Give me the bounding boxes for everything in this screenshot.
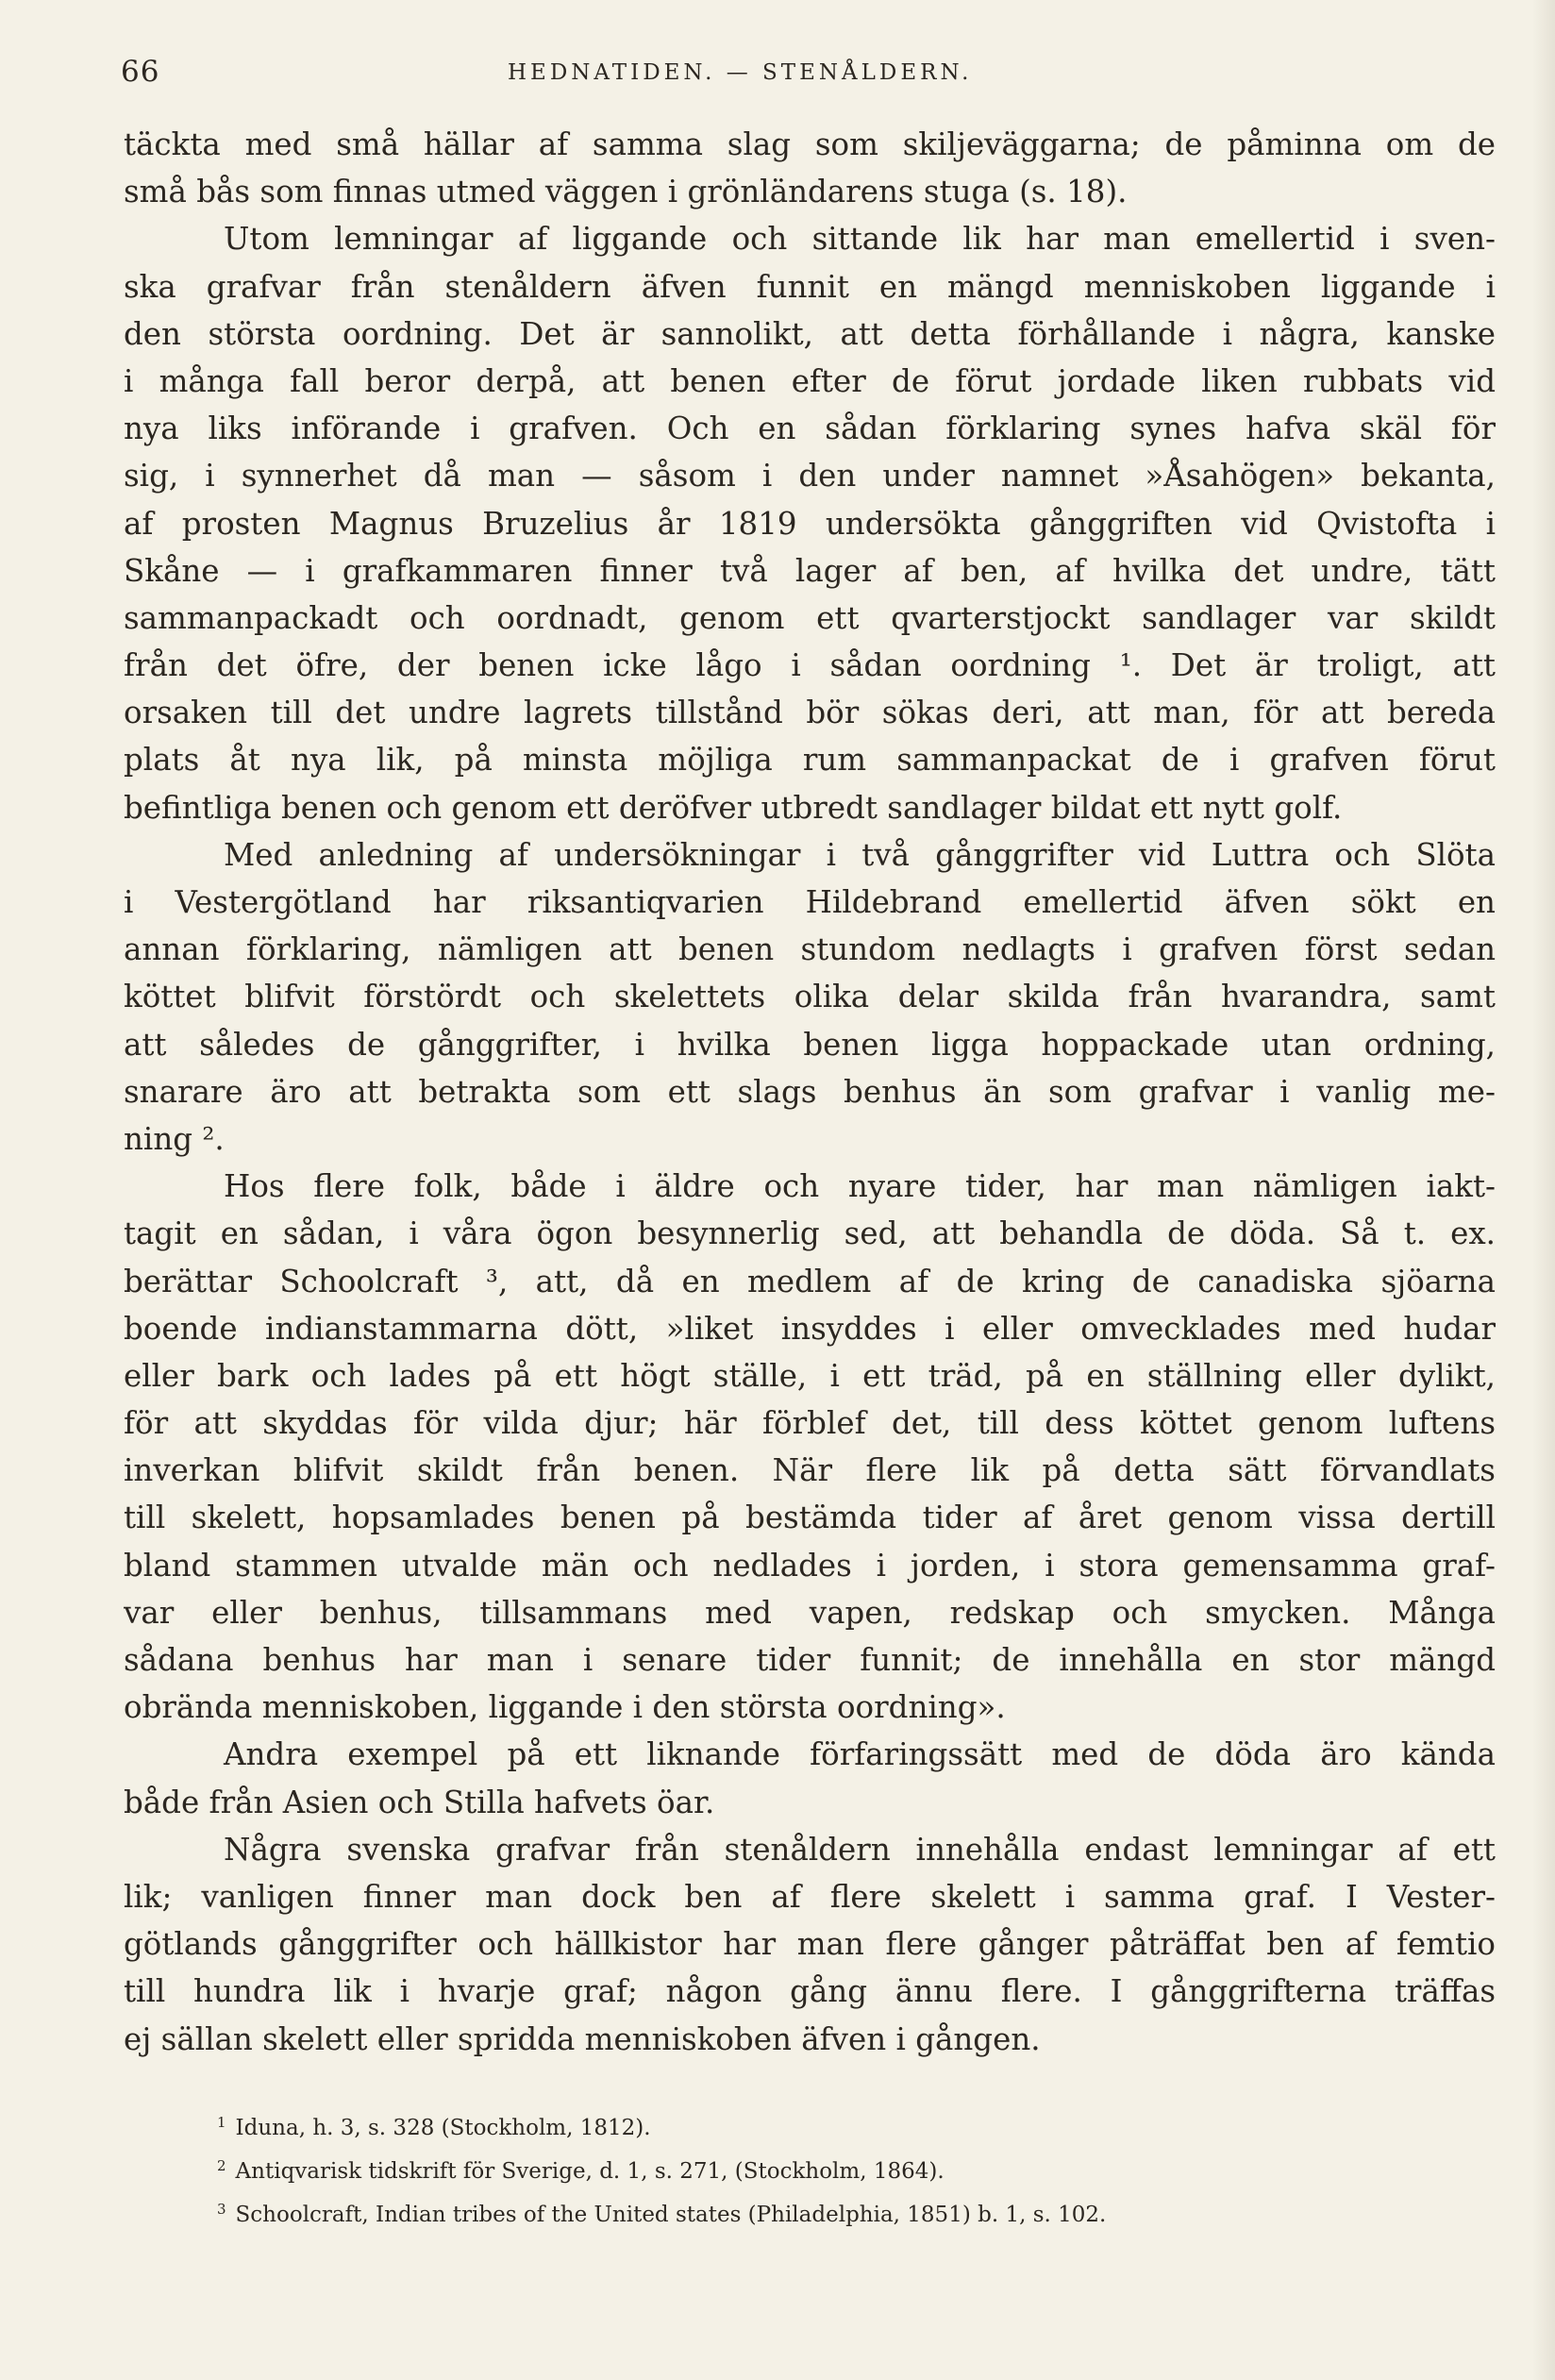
text-line: att således de gånggrifter, i hvilka benen ligga hoppackade utan ordning, (124, 1026, 1496, 1063)
text-line: sig, i synnerhet då man — såsom i den under namnet »Åsahögen» bekanta, (124, 458, 1496, 494)
text-line: Andra exempel på ett liknande förfaringssätt med de döda äro kända (224, 1736, 1496, 1773)
text-line: täckta med små hällar af samma slag som skiljeväggarna; de påminna om de (124, 126, 1496, 162)
text-line: små bås som finnas utmed väggen i grönländarens stuga (s. 18). (124, 174, 1128, 210)
text-line: från det öfre, der benen icke lågo i sådan oordning ¹. Det är troligt, att (124, 647, 1496, 684)
text-line: af prosten Magnus Bruzelius år 1819 undersökta gånggriften vid Qvistofta i (124, 505, 1496, 542)
text-line: till skelett, hopsamlades benen på bestämda tider af året genom vissa dertill (124, 1500, 1496, 1536)
text-line: annan förklaring, nämligen att benen stundom nedlagts i grafven först sedan (124, 931, 1496, 968)
text-line: boende indianstammarna dött, »liket insyddes i eller omvecklades med hudar (124, 1310, 1496, 1347)
text-line: sådana benhus har man i senare tider funnit; de innehålla en stor mängd (124, 1642, 1496, 1678)
text-line: ska grafvar från stenåldern äfven funnit en mängd menniskoben liggande i (124, 268, 1496, 305)
text-line: Några svenska grafvar från stenåldern innehålla endast lemningar af ett (224, 1831, 1496, 1868)
text-line: eller bark och lades på ett högt ställe, i ett träd, på en ställning eller dylikt, (124, 1357, 1496, 1394)
text-line: köttet blifvit förstördt och skelettets olika delar skilda från hvarandra, samt (124, 979, 1496, 1015)
footnote-mark: 1 (217, 2114, 226, 2131)
running-title: HEDNATIDEN. — STENÅLDERN. (508, 60, 973, 85)
text-line: Med anledning af undersökningar i två gånggrifter vid Luttra och Slöta (224, 836, 1496, 873)
text-line: nya liks införande i grafven. Och en sådan förklaring synes hafva skäl för (124, 411, 1496, 447)
footnote (217, 2187, 1472, 2231)
footnote (217, 2101, 1472, 2144)
text-line: befintliga benen och genom ett deröfver utbredt sandlager bildat ett nytt golf. (124, 789, 1343, 826)
text-line: den största oordning. Det är sannolikt, att detta förhållande i några, kanske (124, 315, 1496, 352)
text-line: berättar Schoolcraft ³, att, då en medlem af de kring de canadiska sjöarna (124, 1263, 1496, 1299)
page-edge-shadow (1532, 0, 1555, 2380)
text-line: både från Asien och Stilla hafvets öar. (124, 1784, 715, 1820)
text-line: Skåne — i grafkammaren finner två lager af ben, af hvilka det undre, tätt (124, 552, 1496, 589)
text-line: obrända menniskoben, liggande i den största oordning». (124, 1689, 1006, 1726)
text-line: i Vestergötland har riksantiqvarien Hildebrand emellertid äfven sökt en (124, 884, 1496, 920)
text-line: snarare äro att betrakta som ett slags benhus än som grafvar i vanlig me- (124, 1073, 1496, 1110)
text-line: lik; vanligen finner man dock ben af flere skelett i samma graf. I Vester- (124, 1878, 1496, 1915)
text-line: sammanpackadt och oordnadt, genom ett qvarterstjockt sandlager var skildt (124, 599, 1496, 636)
body-text (124, 121, 1496, 2063)
text-line: tagit en sådan, i våra ögon besynnerlig sed, att behandla de döda. Så t. ex. (124, 1215, 1496, 1252)
footnotes (217, 2101, 1472, 2231)
text-line: för att skyddas för vilda djur; här förblef det, till dess köttet genom luftens (124, 1405, 1496, 1442)
footnote-mark: 2 (217, 2157, 226, 2174)
footnote (217, 2144, 1472, 2187)
footnote-mark: 3 (217, 2201, 226, 2218)
page-header (121, 55, 1498, 92)
page-number: 66 (121, 55, 160, 89)
footnote-text: Antiqvarisk tidskrift för Sverige, d. 1, s. 271, (Stockholm, 1864). (235, 2159, 945, 2184)
footnote-text: Iduna, h. 3, s. 328 (Stockholm, 1812). (235, 2116, 651, 2140)
text-line: ning ². (124, 1120, 225, 1157)
text-line: Utom lemningar af liggande och sittande lik har man emellertid i sven- (224, 221, 1496, 258)
text-line: plats åt nya lik, på minsta möjliga rum sammanpackat de i grafven förut (124, 742, 1496, 779)
text-line: ej sällan skelett eller spridda menniskoben äfven i gången. (124, 2020, 1041, 2057)
footnote-text: Schoolcraft, Indian tribes of the United states (Philadelphia, 1851) b. 1, s. 102. (235, 2203, 1107, 2227)
text-line: inverkan blifvit skildt från benen. När flere lik på detta sätt förvandlats (124, 1452, 1496, 1489)
text-line: bland stammen utvalde män och nedlades i jorden, i stora gemensamma graf- (124, 1547, 1496, 1584)
text-line: götlands gånggrifter och hällkistor har man flere gånger påträffat ben af femtio (124, 1926, 1496, 1963)
text-line: till hundra lik i hvarje graf; någon gång ännu flere. I gånggrifterna träffas (124, 1973, 1496, 2010)
text-line: i många fall beror derpå, att benen efter de förut jordade liken rubbats vid (124, 362, 1496, 399)
text-line: orsaken till det undre lagrets tillstånd bör sökas deri, att man, för att bereda (124, 695, 1496, 731)
text-line: Hos flere folk, både i äldre och nyare tider, har man nämligen iakt- (224, 1168, 1496, 1205)
text-line: var eller benhus, tillsammans med vapen, redskap och smycken. Många (124, 1594, 1496, 1631)
